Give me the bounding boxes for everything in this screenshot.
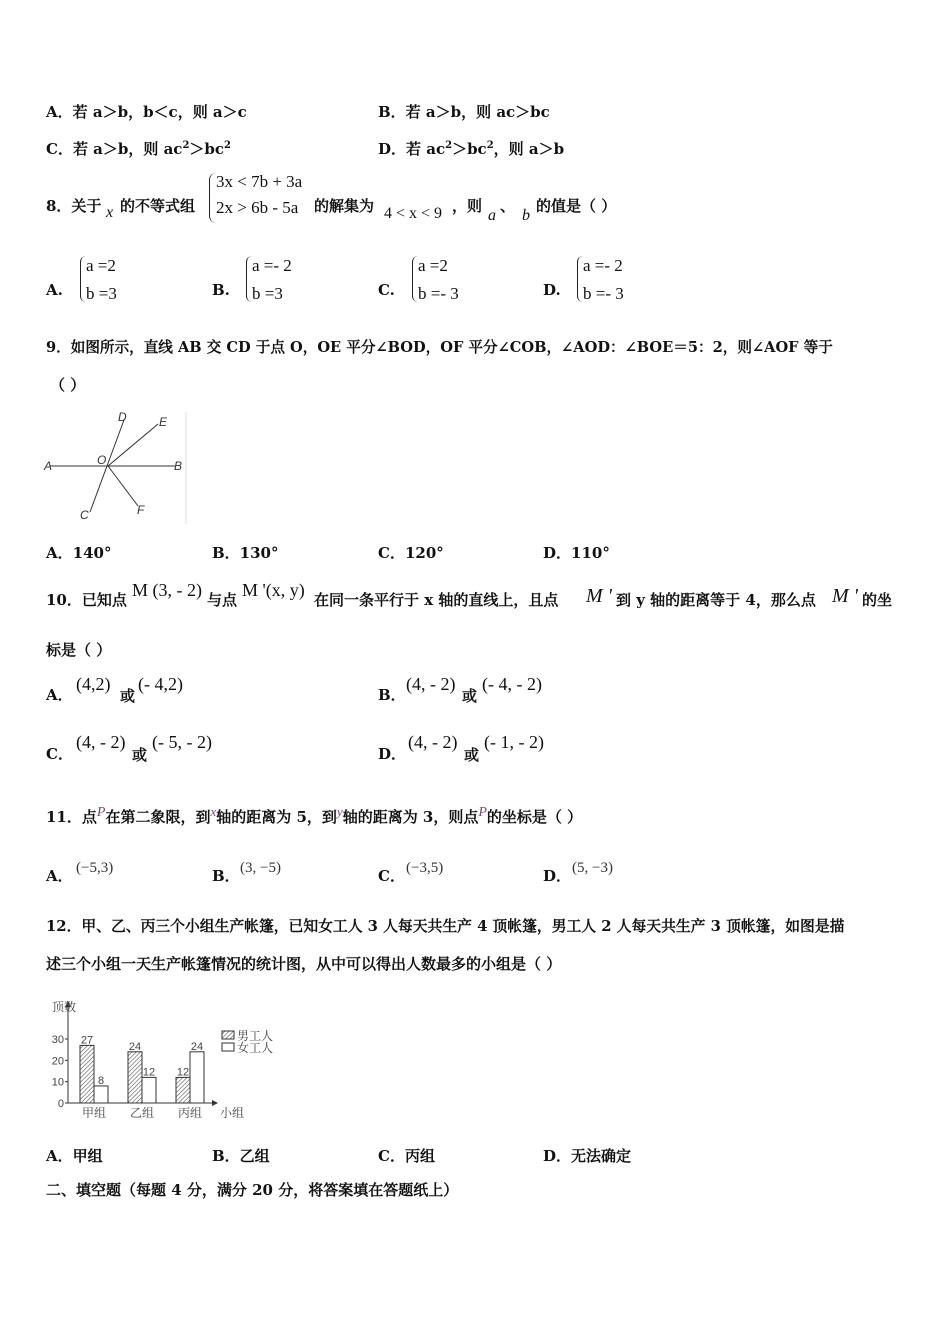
q10-c-p2: (- 5, - 2) (152, 732, 212, 752)
chart-data-label: 8 (97, 1074, 105, 1087)
q10-with: 与点 (207, 591, 238, 609)
chart-legend-swatch (222, 1043, 234, 1051)
q9-option-a[interactable]: A．140° (46, 544, 112, 562)
q11-a-val: (−5,3) (76, 860, 114, 876)
q7-option-b[interactable]: B．若 a＞b，则 ac＞bc (378, 103, 550, 121)
q10-a-label: A． (46, 686, 73, 704)
q10-point-m-prime: M '(x, y) (242, 580, 305, 600)
q8-a-l1: a =2 (86, 256, 116, 275)
chart-bar (142, 1077, 156, 1103)
q7-d-text: D．若 ac (378, 140, 446, 158)
q8-c-label: C. (378, 281, 395, 299)
q10-m-prime-1: M ' (586, 585, 612, 607)
q10-b-label: B． (378, 686, 406, 704)
q8-var-a: a (488, 207, 496, 224)
q11-tail: 的坐标是（ ） (486, 808, 583, 826)
q9-label-o: O (97, 453, 107, 467)
q8-a-l2: b =3 (86, 284, 117, 303)
q12-bar-chart (40, 995, 290, 1123)
q10-d-p1: (4, - 2) (408, 732, 458, 752)
q8-b-l2: b =3 (252, 284, 283, 303)
chart-x-arrow (212, 1100, 218, 1106)
q11-c-val: (−3,5) (406, 860, 444, 876)
q7-c-sup2: 2 (224, 140, 232, 151)
q12-stem-line2: 述三个小组一天生产帐篷情况的统计图，从中可以得出人数最多的小组是（ ） (46, 955, 562, 973)
chart-data-label: 12 (176, 1066, 190, 1079)
q9-figure (40, 408, 190, 526)
chart-category-label: 甲组 (81, 1106, 107, 1120)
q10-mid2: 到 y 轴的距离等于 4，那么点 (616, 591, 816, 609)
q12-option-d[interactable]: D．无法确定 (543, 1147, 632, 1165)
q11-b-val: (3, −5) (240, 860, 281, 876)
q9-label-c: C (80, 508, 89, 522)
q8-d-label: D. (543, 281, 561, 299)
q12-option-a[interactable]: A．甲组 (46, 1147, 103, 1165)
q11-a-label: A． (46, 867, 73, 885)
q8-prefix: 8．关于 (46, 197, 102, 215)
q9-label-d: D (118, 410, 127, 424)
q8-mid: 的不等式组 (120, 197, 196, 215)
q11-mid2: 轴的距离为 5，到 (216, 808, 337, 826)
q7-d-sup2: 2 (486, 140, 494, 151)
q11-b-label: B． (212, 867, 240, 885)
q8-then: ，则 (452, 197, 483, 215)
q8-a-label: A. (46, 281, 63, 299)
section2-heading: 二、填空题（每题 4 分，满分 20 分，将答案填在答题纸上） (46, 1181, 459, 1199)
q8-d-l1: a =- 2 (583, 256, 623, 275)
q9-option-b[interactable]: B．130° (212, 544, 279, 562)
q8-b-l1: a =- 2 (252, 256, 292, 275)
chart-category-label: 丙组 (177, 1106, 203, 1120)
q10-d-p2: (- 1, - 2) (484, 732, 544, 752)
q9-label-b: B (174, 459, 183, 473)
chart-bar (94, 1086, 108, 1103)
q8-d-l2: b =- 3 (583, 284, 624, 303)
chart-legend-swatch (222, 1031, 234, 1039)
q7-c-text: C．若 a＞b，则 ac (46, 140, 183, 158)
q10-line2: 标是（ ） (46, 641, 112, 659)
chart-data-label: 27 (80, 1034, 94, 1047)
q10-b-p1: (4, - 2) (406, 674, 456, 694)
q11-prefix: 11．点 (46, 808, 97, 826)
q8-tail: 的值是（ ） (536, 197, 617, 215)
q11-stem (46, 802, 582, 827)
q10-c-p1: (4, - 2) (76, 732, 126, 752)
q10-m-prime-2: M ' (832, 585, 858, 607)
q10-c-or: 或 (132, 746, 148, 764)
q8-c-l2: b =- 3 (418, 284, 459, 303)
q9-ray-oe (108, 424, 158, 466)
q8-system-line1: 3x < 7b + 3a (216, 172, 303, 191)
q11-mid3: 轴的距离为 3，则点 (342, 808, 479, 826)
q8-solved: 的解集为 (314, 197, 375, 215)
q10-prefix: 10．已知点 (46, 591, 127, 609)
chart-ytick-label: 10 (51, 1076, 64, 1089)
q10-point-m: M (3, - 2) (132, 580, 202, 600)
q10-d-label: D． (378, 745, 407, 763)
q11-var-p2: P (478, 805, 487, 820)
q10-d-or: 或 (464, 746, 480, 764)
chart-data-label: 12 (142, 1066, 156, 1079)
q8-var-x: x (106, 204, 114, 221)
q10-mid: 在同一条平行于 x 轴的直线上，且点 (314, 591, 559, 609)
chart-ytick-label: 20 (51, 1055, 64, 1068)
q11-var-p: P (96, 805, 106, 820)
q10-tail: 的坐 (862, 591, 893, 609)
q8-var-b: b (522, 207, 530, 224)
q12-option-b[interactable]: B．乙组 (212, 1147, 270, 1165)
chart-legend-label: 女工人 (237, 1041, 274, 1055)
q11-c-label: C． (378, 867, 405, 885)
q11-mid1: 在第二象限，到 (105, 808, 211, 826)
q7-option-d[interactable] (378, 136, 564, 159)
q10-b-or: 或 (462, 687, 478, 705)
q7-d-text2: ＞bc (452, 140, 487, 158)
chart-ytick-label: 0 (57, 1098, 64, 1110)
chart-bar (80, 1045, 94, 1103)
q11-d-val: (5, −3) (572, 860, 613, 876)
q11-var-y: y (336, 804, 343, 819)
q8-b-label: B. (212, 281, 230, 299)
q9-option-d[interactable]: D．110° (543, 544, 610, 562)
q9-label-a: A (44, 459, 53, 473)
q10-a-p2: (- 4,2) (138, 674, 183, 694)
chart-bar (128, 1052, 142, 1103)
q9-label-e: E (159, 415, 168, 429)
q8-system-brace (209, 173, 216, 223)
q7-option-c[interactable] (46, 136, 231, 159)
q11-d-label: D． (543, 867, 572, 885)
q8-range: 4 < x < 9 (384, 205, 443, 222)
q10-a-or: 或 (120, 687, 136, 705)
q8-system-line2: 2x > 6b - 5a (216, 198, 299, 217)
q11-var-x: x (210, 804, 217, 819)
chart-data-label: 24 (190, 1040, 204, 1053)
q12-stem-line1: 12．甲、乙、丙三个小组生产帐篷，已知女工人 3 人每天共生产 4 顶帐篷，男工人 2 人每天共生产 3 顶帐篷，如图是描 (46, 918, 845, 935)
q9-label-f: F (137, 503, 145, 517)
q10-c-label: C． (46, 745, 73, 763)
q12-option-c[interactable]: C．丙组 (378, 1147, 435, 1165)
q9-ray-of (108, 466, 138, 506)
q10-a-p1: (4,2) (76, 674, 111, 694)
q7-c-text2: ＞bc (189, 140, 225, 158)
q7-option-a[interactable]: A．若 a＞b，b＜c，则 a＞c (46, 103, 247, 121)
q7-d-sup1: 2 (445, 140, 453, 151)
chart-data-label: 24 (128, 1040, 142, 1053)
q9-stem-line2: （ ） (50, 376, 86, 394)
q8-c-l1: a =2 (418, 256, 448, 275)
q10-b-p2: (- 4, - 2) (482, 674, 542, 694)
chart-legend-label: 男工人 (237, 1029, 274, 1043)
chart-bar (176, 1077, 190, 1103)
chart-y-label: 顶数 (52, 1000, 77, 1014)
q7-c-sup1: 2 (182, 140, 190, 151)
chart-bar (190, 1052, 204, 1103)
chart-x-label: 小组 (220, 1106, 245, 1120)
q9-option-c[interactable]: C．120° (378, 544, 444, 562)
q9-stem-line1: 9．如图所示，直线 AB 交 CD 于点 O，OE 平分∠BOD，OF 平分∠COB，∠AOD：∠BOE＝5：2，则∠AOF 等于 (46, 339, 833, 356)
q8-sep: 、 (500, 197, 516, 215)
q7-d-text3: ，则 a＞b (493, 140, 565, 158)
chart-category-label: 乙组 (129, 1106, 155, 1120)
chart-ytick-label: 30 (51, 1034, 64, 1046)
